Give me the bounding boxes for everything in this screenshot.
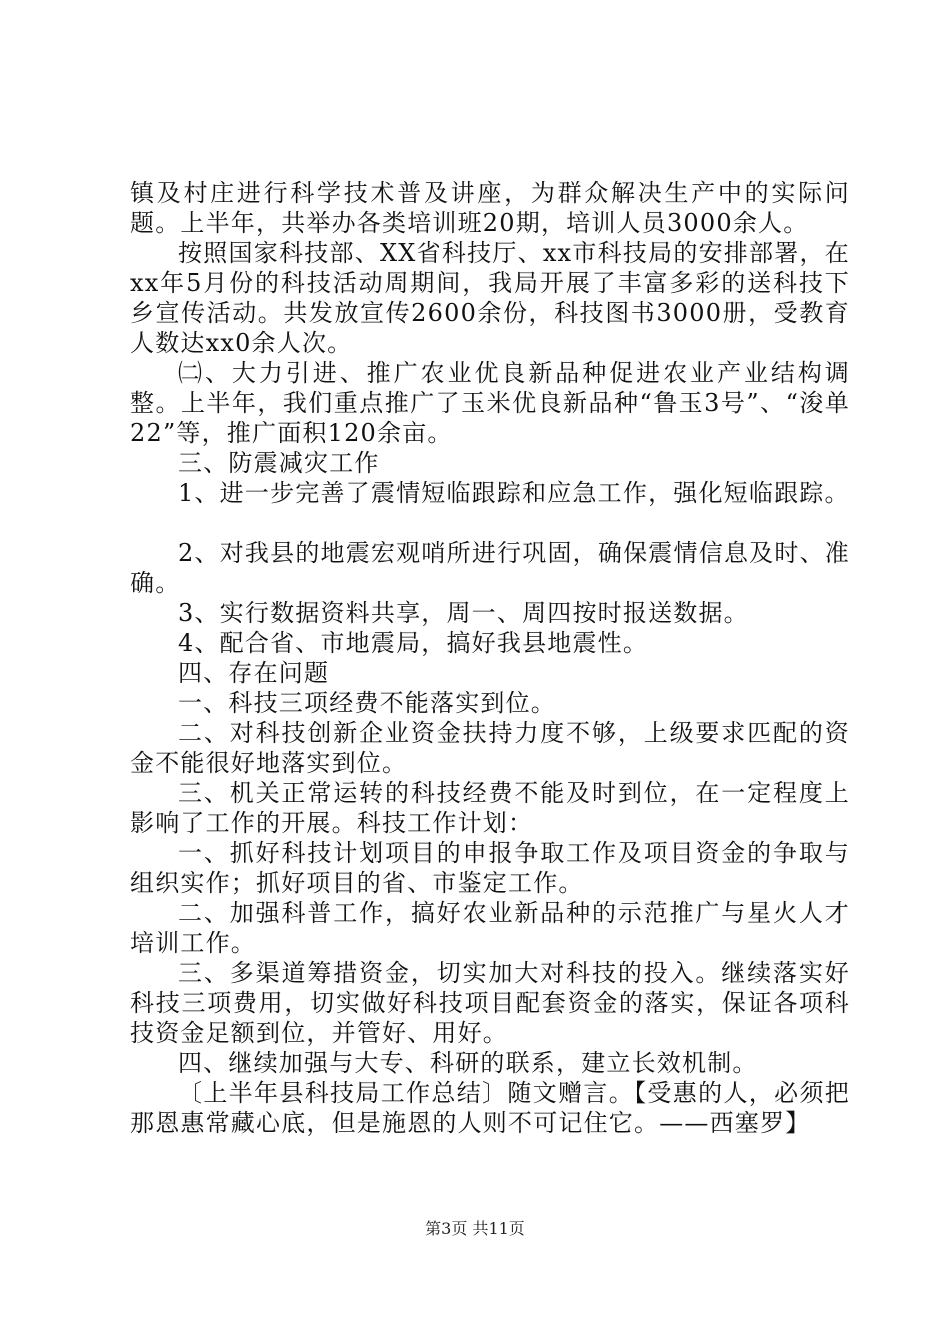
paragraph: 按照国家科技部、XX省科技厅、xx市科技局的安排部署，在xx年5月份的科技活动周期间，我局开展了丰富多彩的送科技下乡宣传活动。共发放宣传2600余份，科技图书3000册，受教育人数达xx0余人次。 (130, 239, 850, 357)
section-heading: 四、存在问题 (178, 659, 330, 687)
paragraph: 四、继续加强与大专、科研的联系，建立长效机制。 (178, 1049, 758, 1077)
paragraph: 一、抓好科技计划项目的申报争取工作及项目资金的争取与组织实作；抓好项目的省、市鉴定工作。 (130, 839, 850, 897)
paragraph: 三、多渠道筹措资金，切实加大对科技的投入。继续落实好科技三项费用，切实做好科技项目配套资金的落实，保证各项科技资金足额到位，并管好、用好。 (130, 959, 850, 1047)
section-heading: 三、防震减灾工作 (178, 449, 380, 477)
paragraph: 二、加强科普工作，搞好农业新品种的示范推广与星火人才培训工作。 (130, 899, 850, 957)
paragraph: 3、实行数据资料共享，周一、周四按时报送数据。 (178, 599, 749, 627)
document-body (130, 178, 850, 1138)
paragraph: 4、配合省、市地震局，搞好我县地震性。 (178, 629, 649, 657)
paragraph: 三、机关正常运转的科技经费不能及时到位，在一定程度上影响了工作的开展。科技工作计划： (130, 779, 850, 837)
paragraph: 镇及村庄进行科学技术普及讲座，为群众解决生产中的实际问题。上半年，共举办各类培训班20期，培训人员3000余人。 (130, 179, 850, 237)
page-number-footer: 第3页 共11页 (425, 1219, 525, 1238)
paragraph: 一、科技三项经费不能落实到位。 (178, 689, 556, 717)
paragraph: ㈡、大力引进、推广农业优良新品种促进农业产业结构调整。上半年，我们重点推广了玉米优良新品种“鲁玉3号”、“浚单22”等，推广面积120余亩。 (130, 359, 850, 447)
closing-quote: 〔上半年县科技局工作总结〕随文赠言。【受惠的人，必须把那恩惠常藏心底，但是施恩的人则不可记住它。——西塞罗】 (130, 1079, 850, 1137)
paragraph: 2、对我县的地震宏观哨所进行巩固，确保震情信息及时、准确。 (130, 539, 850, 597)
paragraph: 1、进一步完善了震情短临跟踪和应急工作，强化短临跟踪。 (178, 479, 850, 507)
paragraph: 二、对科技创新企业资金扶持力度不够，上级要求匹配的资金不能很好地落实到位。 (130, 719, 850, 777)
